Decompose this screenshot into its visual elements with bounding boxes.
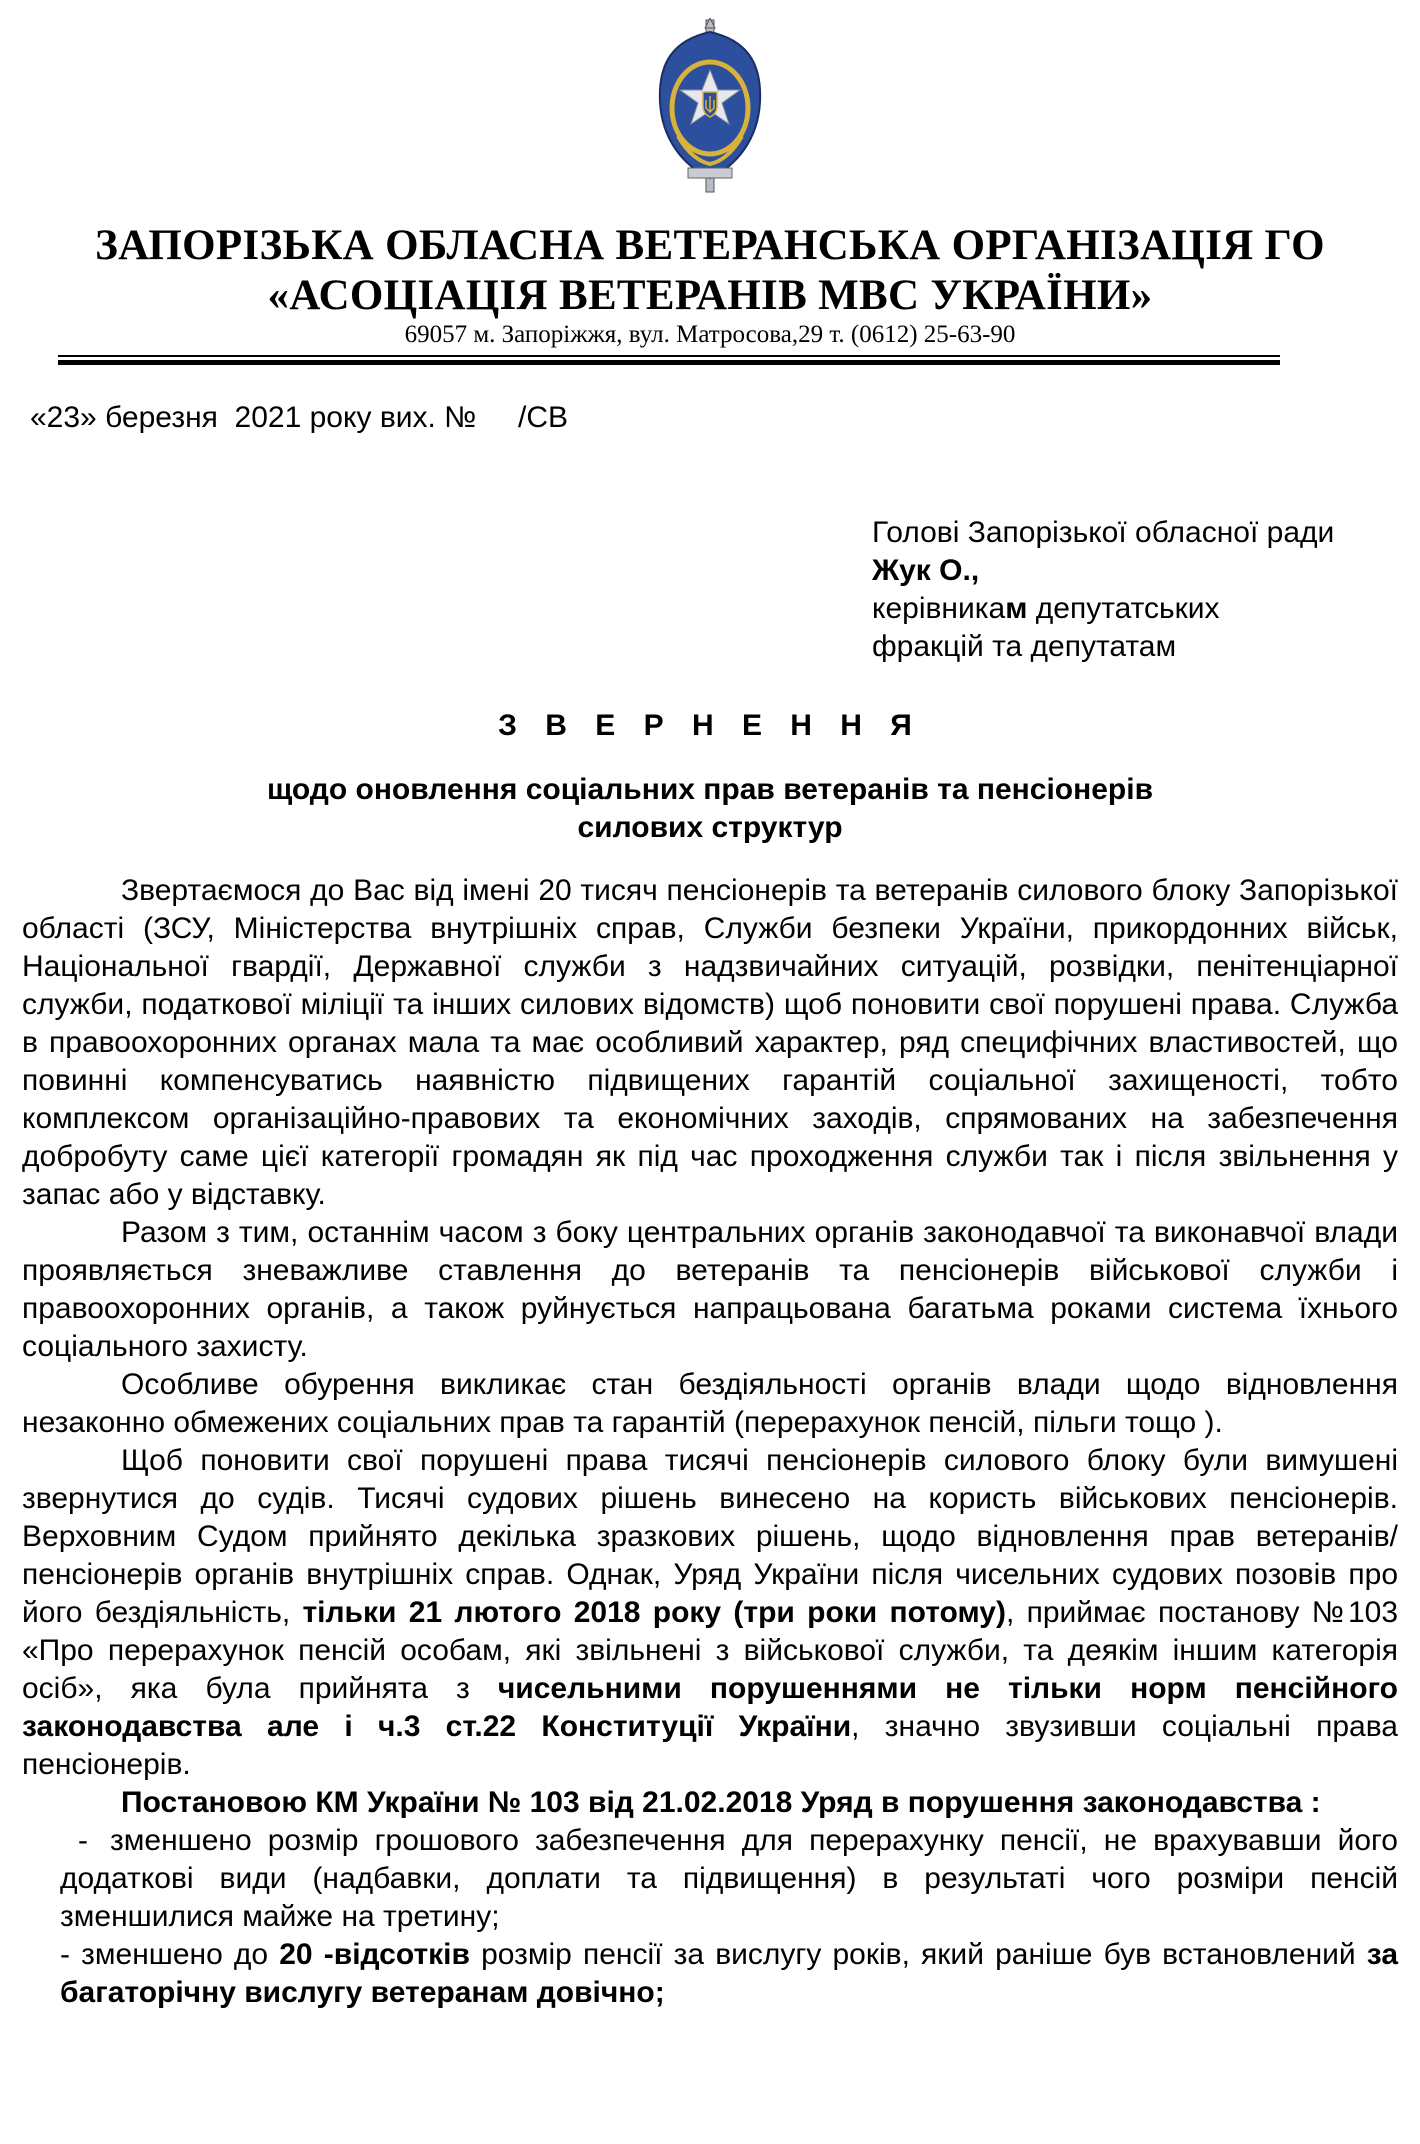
recipient-line-3-part-c: депутатських xyxy=(1027,592,1220,625)
list-item-dash: - xyxy=(78,1824,88,1857)
recipient-line-4: фракцій та депутатам xyxy=(872,630,1177,663)
list-item-2-part-c: розмір пенсії за вислугу років, який раніше був встановлений xyxy=(469,1938,1367,1971)
organization-name-line-1: ЗАПОРІЗЬКА ОБЛАСНА ВЕТЕРАНСЬКА ОРГАНІЗАЦІЯ ГО xyxy=(95,222,1325,269)
organization-address: 69057 м. Запоріжжя, вул. Матросова,29 т. (0612) 25-63-90 xyxy=(404,321,1016,348)
paragraph-1: Звертаємося до Вас від імені 20 тисяч пенсіонерів та ветеранів силового блоку Запорізької області (ЗСУ, Міністерства внутрішніх справ, Служби безпеки України, прикордонних військ, Національної гвардії, Державної служби з надзвичайних ситуацій, розвідки, пенітенціарної служби, податкової міліції та інших силових відомств) щоб поновити свої порушені права. Служба в правоохоронних органах мала та має особливий характер, ряд специфічних властивостей, що повинні компенсуватись наявністю підвищених гарантій соціальної захищеності, тобто комплексом організаційно-правових та економічних заходів, спрямованих на забезпечення добробуту саме цієї категорії громадян як під час проходження служби так і після звільнення у запас або у відставку. xyxy=(22,874,1398,1211)
police-veterans-emblem-icon xyxy=(648,18,772,198)
document-body xyxy=(22,872,1398,2012)
recipient-line-2: Жук О., xyxy=(872,554,980,587)
paragraph-4-part-c: , приймає постанову №103 «Про перерахунок пенсій особам, які звільнені з військової служби, та деякім іншим категорія осіб», яка була прийнята з xyxy=(22,1596,1399,1705)
outgoing-number: вих. № /СВ xyxy=(379,401,569,434)
paragraph-5: Постановою КМ України № 103 від 21.02.2018 Уряд в порушення законодавства : xyxy=(121,1786,1321,1819)
header-divider-thick xyxy=(58,360,1280,365)
list-item xyxy=(22,1936,1398,2012)
recipient-line-3-part-b: м xyxy=(1005,592,1028,625)
paragraph-4 xyxy=(22,1442,1398,1784)
paragraph-4-part-b: тільки 21 лютого 2018 року (три роки потому) xyxy=(302,1596,1006,1629)
paragraph-4-part-d: чисельними порушеннями не тільки норм пенсійного законодавства але і ч.3 ст.22 Конституції України xyxy=(22,1672,1398,1743)
list-item xyxy=(22,1822,1398,1936)
paragraph-2: Разом з тим, останнім часом з боку центральних органів законодавчої та виконавчої влади проявляється зневажливе ставлення до ветеранів та пенсіонерів військової служби і правоохоронних органів, а також руйнується напрацьована багатьма роками система їхнього соціального захисту. xyxy=(22,1216,1398,1363)
subtitle-line-1: щодо оновлення соціальних прав ветеранів та пенсіонерів xyxy=(266,773,1154,806)
list-item-2-part-b: 20 -відсотків xyxy=(279,1938,470,1971)
paragraph-4-part-e: , значно звузивши соціальні права пенсіонерів. xyxy=(22,1710,1398,1781)
list-item-1-text: зменшено розмір грошового забезпечення для перерахунку пенсії, не врахувавши його додаткові види (надбавки, доплати та підвищення) в результаті чого розміри пенсій зменшилися майже на третину; xyxy=(60,1824,1398,1933)
recipient-line-1: Голові Запорізької обласної ради xyxy=(872,516,1335,549)
document-subtitle xyxy=(100,771,1320,847)
list-item-2-part-d: за багаторічну вислугу ветеранам довічно; xyxy=(60,1938,1398,2009)
paragraph-4-part-a: Щоб поновити свої порушені права тисячі пенсіонерів силового блоку були вимушені звернутися до судів. Тисячі судових рішень винесено на користь військових пенсіонерів. Верховним Судом прийнято декілька зразкових рішень, щодо відновлення прав ветеранів/пенсіонерів органів внутрішніх справ. Однак, Уряд України після чисельних судових позовів про його бездіяльність, xyxy=(22,1444,1398,1629)
header-divider-thin xyxy=(58,355,1280,357)
document-title: З В Е Р Н Е Н Н Я xyxy=(498,709,922,742)
subtitle-line-2: силових структур xyxy=(577,811,843,844)
recipient-line-3-part-a: керівника xyxy=(872,592,1006,625)
recipient-block xyxy=(872,514,1392,666)
outgoing-reference xyxy=(30,399,568,437)
paragraph-3: Особливе обурення викликає стан бездіяльності органів влади щодо відновлення незаконно обмежених соціальних прав та гарантій (перерахунок пенсій, пільги тощо ). xyxy=(22,1368,1398,1439)
list-item-2-part-a: - зменшено до xyxy=(60,1938,280,1971)
outgoing-date: «23» березня 2021 року xyxy=(30,401,372,434)
recipient-line-3 xyxy=(872,590,1392,628)
organization-name-line-2: «АСОЦІАЦІЯ ВЕТЕРАНІВ МВС УКРАЇНИ» xyxy=(267,272,1153,319)
